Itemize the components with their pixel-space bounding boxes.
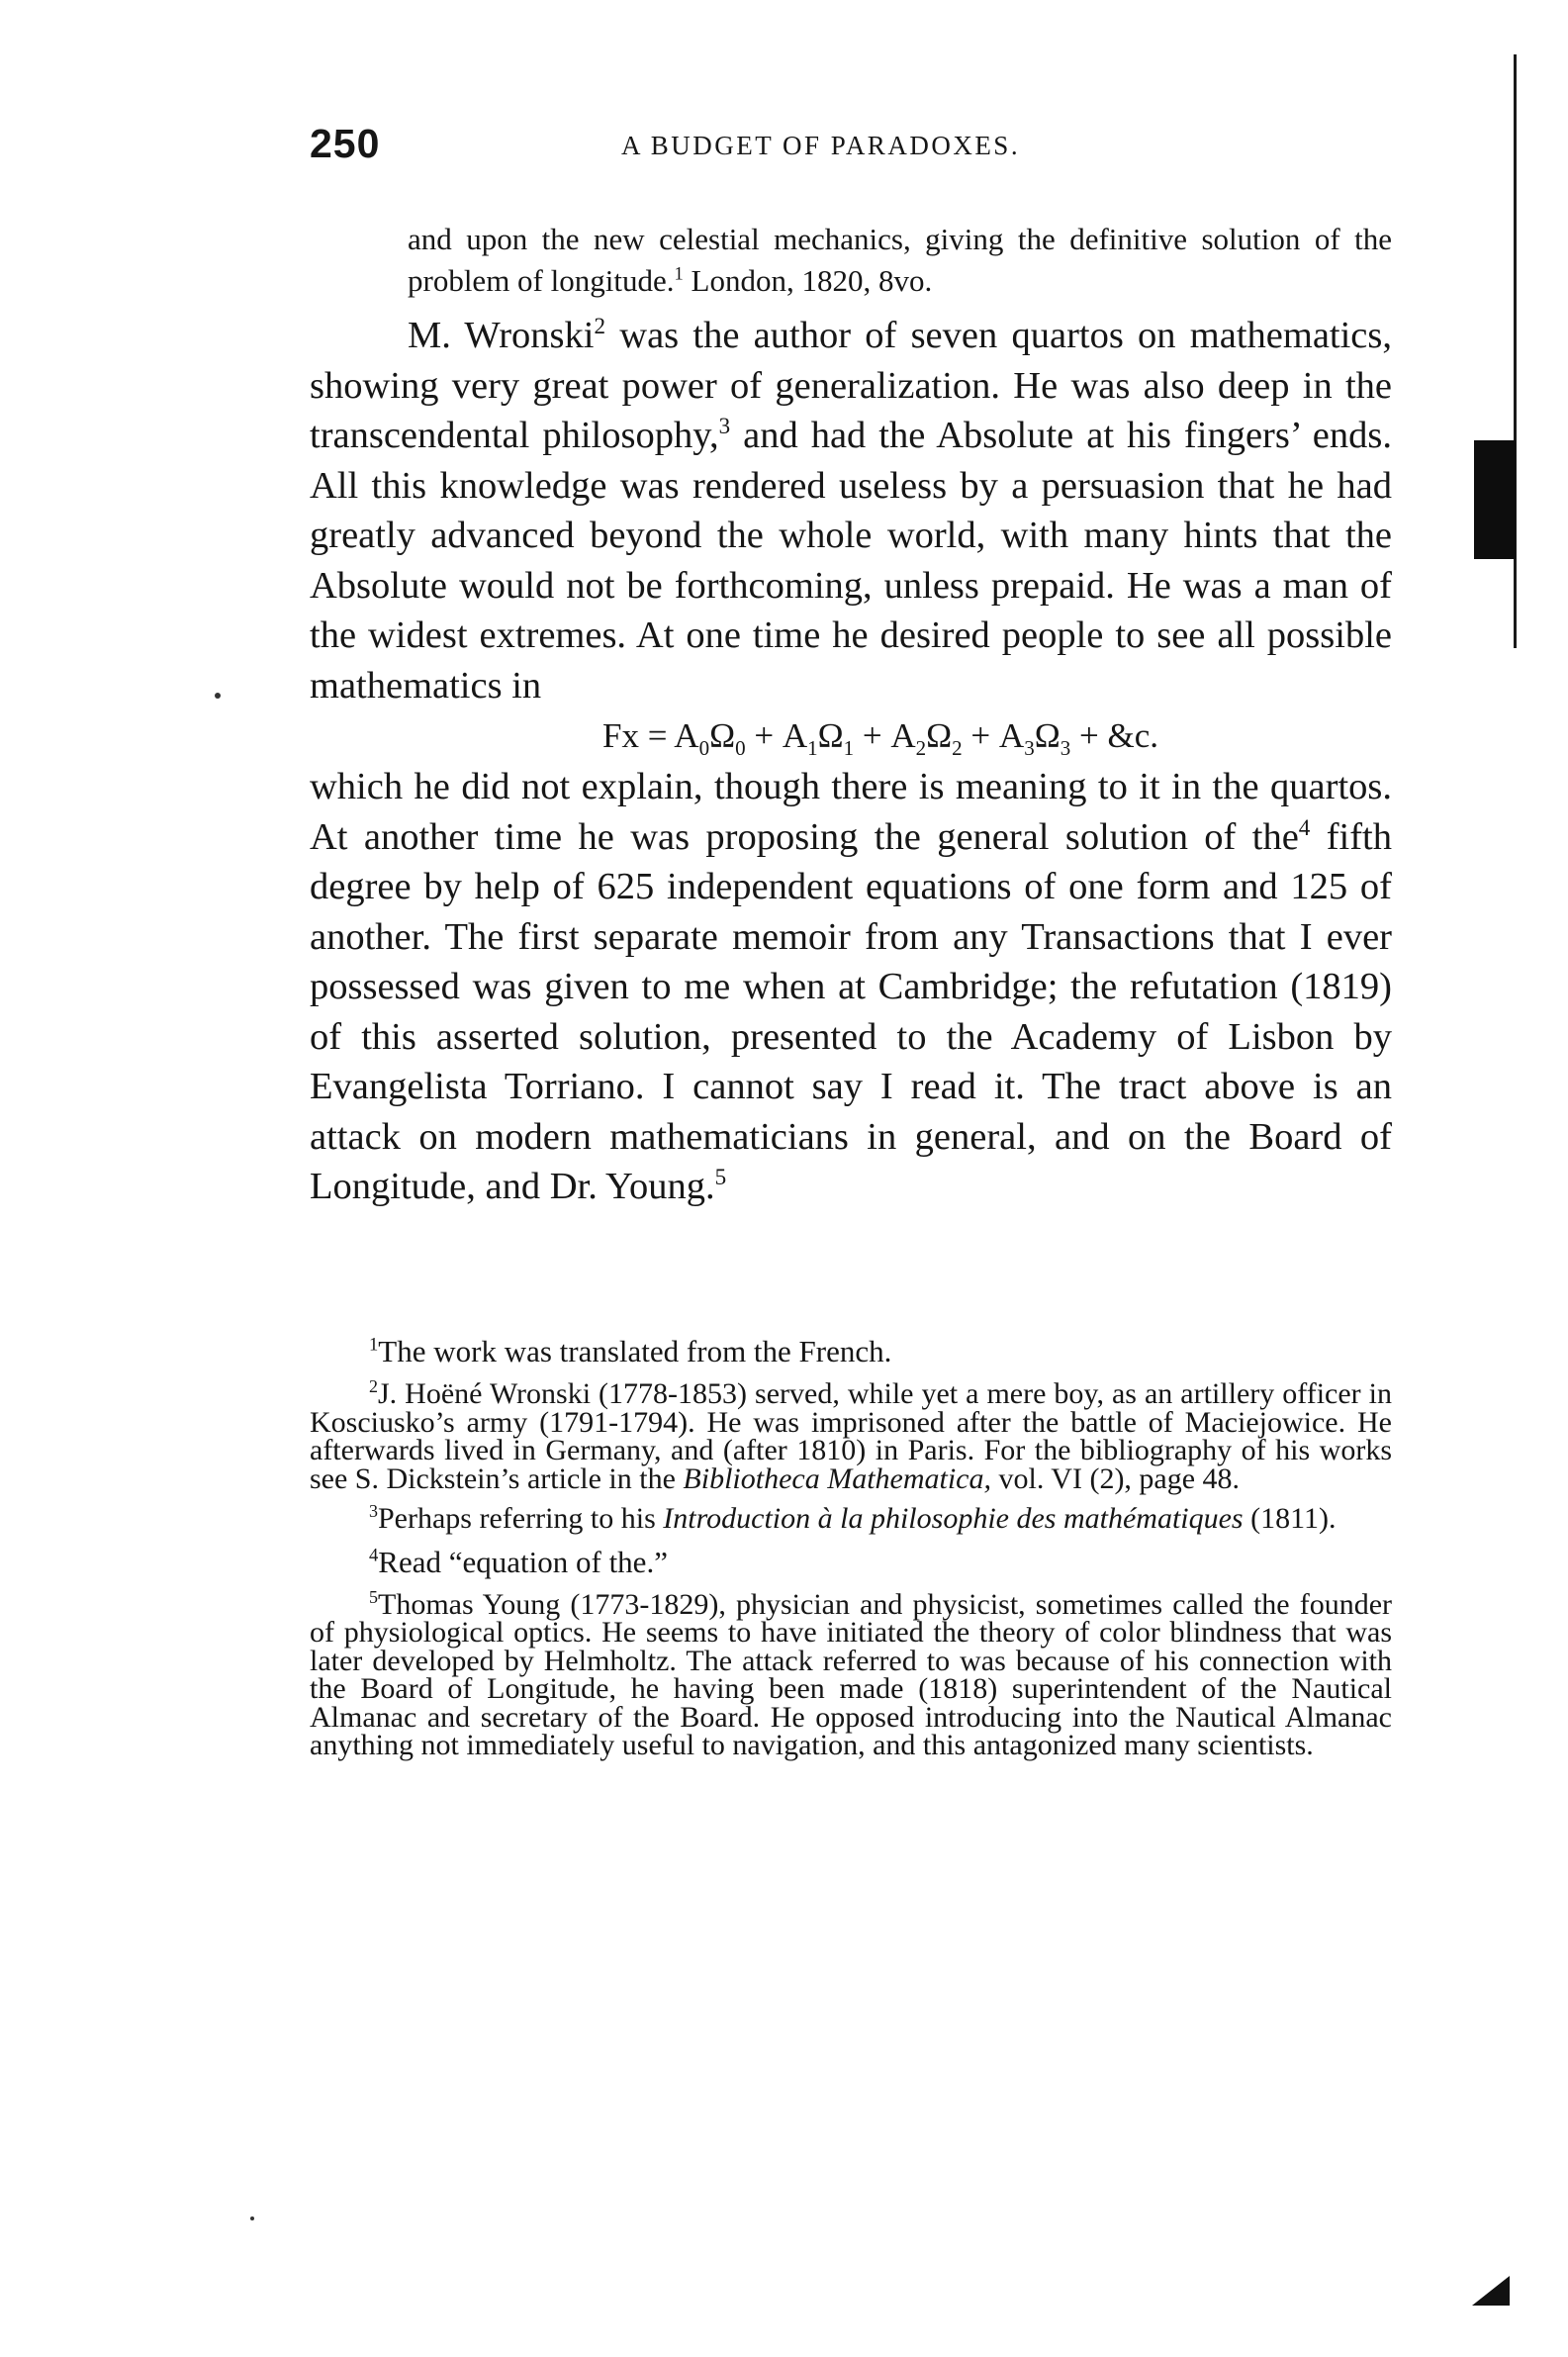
footnote-text: vol. VI (2), page 48. — [991, 1461, 1241, 1495]
formula-term: Ω — [817, 716, 844, 755]
formula-term: Ω — [926, 716, 953, 755]
body-text — [310, 311, 1392, 1212]
footnote-text: The work was translated from the French. — [378, 1334, 892, 1368]
paragraph — [310, 762, 1392, 1212]
footnote-ref: 4 — [1298, 813, 1311, 840]
formula-term: A — [890, 716, 916, 755]
formula — [310, 710, 1392, 762]
footnote-number: 5 — [369, 1586, 378, 1607]
footnote-text: J. Hoëné Wronski (1778-1853) served, while yet a mere boy, as an artillery officer in Kosciusko’s army (1791-1794). He was imprisoned after the battle of Maciejowice. He afterwards lived in Germany, and (after 1810) in Paris. For the bibliography of his works see S. Dickstein’s article in the — [310, 1377, 1392, 1495]
formula-term: Fx — [602, 716, 639, 755]
footnotes — [310, 1335, 1392, 1772]
formula-subscript: 3 — [1024, 736, 1035, 760]
formula-op: + — [745, 716, 783, 755]
footnote-text: Perhaps referring to his — [378, 1502, 664, 1535]
footnote-ref: 3 — [718, 413, 731, 439]
footnote-3 — [310, 1501, 1392, 1535]
formula-op: + — [962, 716, 999, 755]
scan-speck — [250, 2216, 254, 2220]
footnote-5 — [310, 1586, 1392, 1761]
footnote-text: (1811). — [1243, 1502, 1337, 1535]
formula-subscript: 2 — [915, 736, 927, 760]
text-run: which he did not explain, though there is meaning to it in the quartos. At another time he was proposing the general solution of the — [310, 766, 1392, 858]
text-run: was the author of seven quartos on mathematics, showing very great power of generalization. He was also deep in the transcendental philosophy, — [310, 315, 1392, 456]
scan-speck — [215, 693, 221, 699]
text-run: and had the Absolute at his fingers’ ends. All this knowledge was rendered useless by a persuasion that he had greatly advanced beyond the whole world, with many hints that the Absolute would not be forthcoming, unless prepaid. He was a man of the widest extremes. At one time he desired people to see all possible mathematics in — [310, 415, 1392, 707]
page-number: 250 — [310, 121, 381, 166]
footnote-number: 3 — [369, 1501, 378, 1521]
formula-term: &c. — [1107, 716, 1158, 755]
footnote-4 — [310, 1546, 1392, 1579]
footnote-ref: 2 — [594, 313, 606, 339]
paragraph — [310, 311, 1392, 710]
footnote-ref: 1 — [674, 263, 684, 285]
formula-subscript: 1 — [843, 736, 855, 760]
formula-subscript: 0 — [735, 736, 746, 760]
footnote-ref: 5 — [714, 1164, 727, 1190]
formula-term: A — [782, 716, 808, 755]
footnote-italic: Introduction à la philosophie des mathématiques — [663, 1502, 1244, 1535]
formula-subscript: 0 — [698, 736, 710, 760]
running-title: A BUDGET OF PARADOXES. — [621, 131, 1021, 160]
footnote-number: 1 — [369, 1334, 379, 1356]
formula-term: Ω — [709, 716, 736, 755]
footnote-italic: Bibliotheca Mathematica, — [683, 1461, 991, 1495]
footnote-text: Read “equation of the.” — [378, 1544, 668, 1579]
text-run: M. Wronski — [408, 315, 595, 356]
formula-subscript: 1 — [807, 736, 818, 760]
scan-corner-mark — [1472, 2276, 1510, 2306]
formula-op: + — [1070, 716, 1108, 755]
footnote-2 — [310, 1376, 1392, 1495]
scan-edge-line — [1514, 54, 1517, 648]
text-run: fifth degree by help of 625 independent equations of one form and 125 of another. The first separate memoir from any Transactions that I ever possessed was given to me when at Cambridge; the refutation (1819) of this asserted solution, presented to the Academy of Lisbon by Evangelista Torriano. I cannot say I read it. The tract above is an attack on modern mathematicians in general, and on the Board of Longitude, and Dr. Young. — [310, 815, 1392, 1207]
formula-op: = — [638, 716, 675, 755]
formula-term: A — [998, 716, 1025, 755]
formula-op: + — [854, 716, 891, 755]
intro-tail: London, 1820, 8vo. — [683, 263, 933, 298]
scan-edge-mark — [1474, 440, 1516, 559]
intro-text: and upon the new celestial mechanics, giving the definitive solution of the problem of longitude. — [408, 222, 1392, 298]
formula-term: Ω — [1034, 716, 1061, 755]
formula-subscript: 3 — [1060, 736, 1071, 760]
footnote-1 — [310, 1335, 1392, 1368]
intro-paragraph — [408, 219, 1392, 302]
formula-term: A — [674, 716, 699, 755]
footnote-number: 2 — [369, 1376, 378, 1396]
footnote-number: 4 — [369, 1545, 379, 1566]
formula-subscript: 2 — [952, 736, 963, 760]
footnote-text: Thomas Young (1773-1829), physician and physicist, sometimes called the founder of physiological optics. He seems to have initiated the theory of color blindness that was later developed by Helmholtz. The attack referred to was because of his connection with the Board of Longitude, he having been made (1818) superintendent of the Nautical Almanac and secretary of the Board. He opposed introducing into the Nautical Almanac anything not immediately useful to navigation, and this antagonized many scientists. — [310, 1587, 1392, 1761]
